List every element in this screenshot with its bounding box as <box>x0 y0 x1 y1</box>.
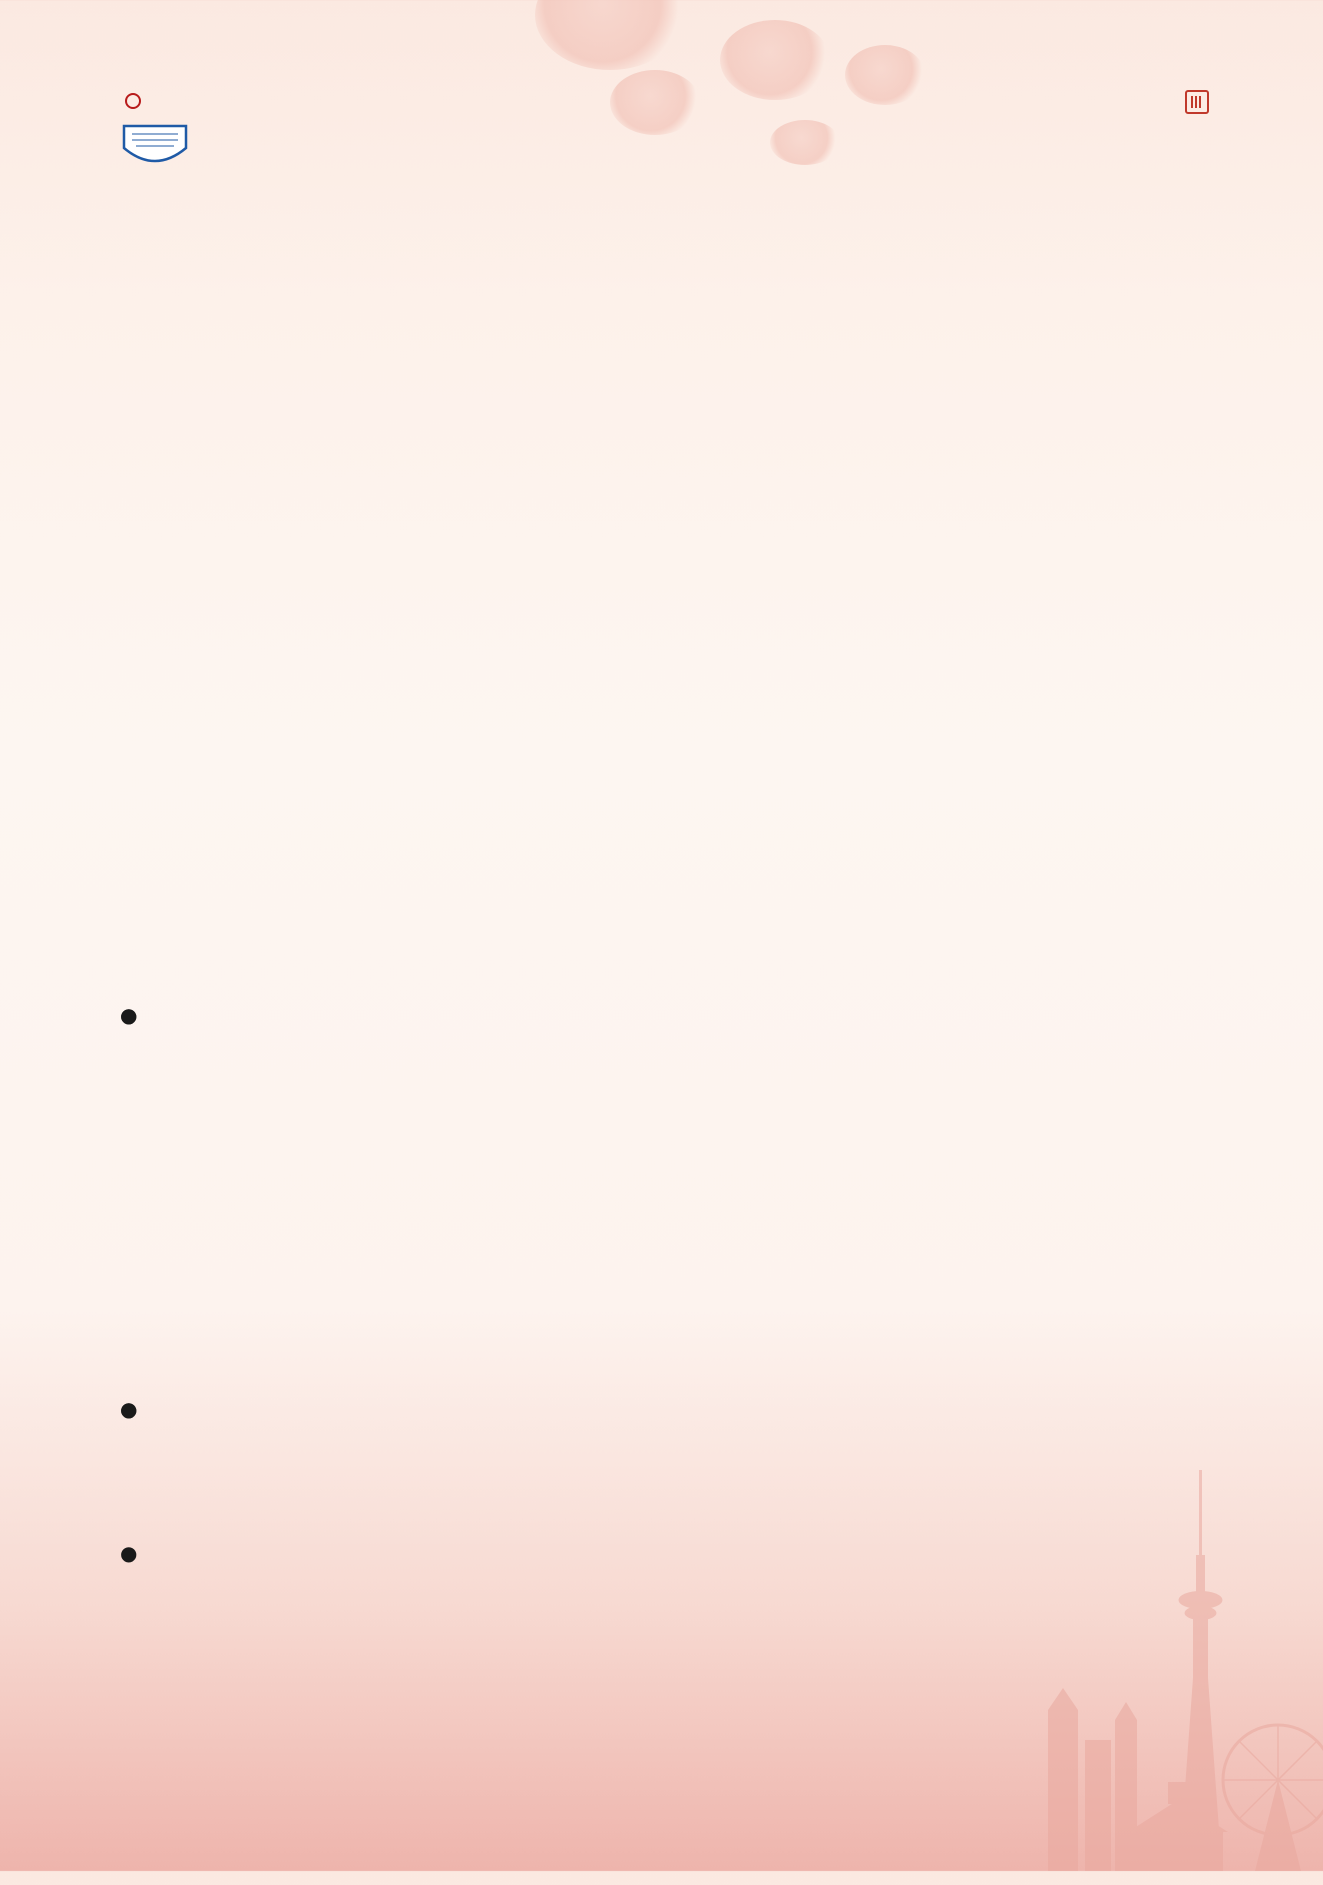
logo-vertical-text <box>1105 94 1117 160</box>
decorative-blood-cell <box>845 45 925 105</box>
decorative-blood-cell <box>535 0 685 70</box>
skyline-illustration <box>993 1450 1323 1871</box>
decorative-blood-cell <box>770 120 840 165</box>
decorative-blood-cell <box>720 20 830 100</box>
peking-university-logo <box>118 88 192 170</box>
ncusr-logo <box>1105 88 1217 164</box>
footer-watermark <box>0 1745 640 1885</box>
decorative-blood-cell <box>610 70 700 135</box>
seal-icon <box>1185 90 1209 114</box>
